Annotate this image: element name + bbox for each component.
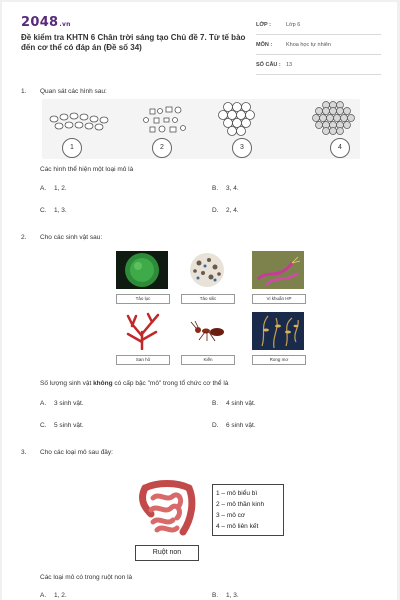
caption-brown-algae: Rong mơ xyxy=(252,355,306,365)
legend-item: 2 – mô thần kinh xyxy=(216,501,265,508)
question-number: 1. xyxy=(21,88,27,95)
figure-label-4: 4 xyxy=(330,138,350,158)
answer-option-a[interactable]: A. 3 sinh vật. xyxy=(40,400,84,407)
answer-option-c[interactable]: C. 5 sinh vật. xyxy=(40,422,84,429)
exam-meta xyxy=(256,15,381,75)
answer-option-c[interactable]: C. 1, 3. xyxy=(40,207,67,214)
question-text: Cho các sinh vật sau: xyxy=(40,234,103,241)
answer-option-b[interactable]: B. 1, 3. xyxy=(212,592,239,599)
meta-grade-value: Lớp 6 xyxy=(286,21,301,28)
image-hp-bacteria xyxy=(252,251,304,289)
meta-count-value: 13 xyxy=(286,61,293,68)
organ-label: Ruột non xyxy=(135,545,199,561)
figure-label-1: 1 xyxy=(62,138,82,158)
answer-option-a[interactable]: A. 1, 2. xyxy=(40,185,67,192)
question-prompt: Các loại mô có trong ruột non là xyxy=(40,574,133,581)
meta-subject xyxy=(256,35,381,55)
caption-hp-bacteria: Vi khuẩn HP xyxy=(252,294,306,304)
legend-item: 4 – mô liên kết xyxy=(216,523,259,530)
image-green-algae xyxy=(116,251,168,289)
header xyxy=(2,2,397,72)
tissue-figure xyxy=(42,99,360,159)
answer-option-a[interactable]: A. 1, 2. xyxy=(40,592,67,599)
question-number: 2. xyxy=(21,234,27,241)
meta-grade xyxy=(256,15,381,35)
small-intestine-image xyxy=(137,480,197,542)
answer-option-d[interactable]: D. 6 sinh vật. xyxy=(212,422,256,429)
legend-item: 1 – mô biểu bì xyxy=(216,490,258,497)
caption-ant: Kiến xyxy=(181,355,235,365)
legend-item: 3 – mô cơ xyxy=(216,512,246,519)
image-ant xyxy=(181,312,233,350)
caption-green-algae: Tảo lục xyxy=(116,294,170,304)
answer-option-b[interactable]: B. 4 sinh vật. xyxy=(212,400,256,407)
tissue-diagram xyxy=(42,99,360,159)
meta-count xyxy=(256,55,381,75)
question-text: Quan sát các hình sau: xyxy=(40,88,107,95)
question-prompt: Các hình thể hiện một loại mô là xyxy=(40,166,134,173)
image-brown-algae xyxy=(252,312,304,350)
tissue-legend xyxy=(212,484,284,536)
page-title: Đề kiểm tra KHTN 6 Chân trời sáng tạo Chủ đề 7. Từ tế bào đến cơ thể có đáp án (Đề số 34) xyxy=(21,33,246,52)
answer-option-b[interactable]: B. 3, 4. xyxy=(212,185,239,192)
figure-label-2: 2 xyxy=(152,138,172,158)
page xyxy=(2,2,397,600)
meta-subject-value: Khoa học tự nhiên xyxy=(286,41,331,48)
site-logo[interactable]: 2048.vn xyxy=(21,15,71,30)
meta-subject-key: MÔN : xyxy=(256,41,273,48)
question-text: Cho các loại mô sau đây: xyxy=(40,449,113,456)
caption-coral: San hô xyxy=(116,355,170,365)
meta-grade-key: LỚP : xyxy=(256,21,271,28)
figure-label-3: 3 xyxy=(232,138,252,158)
question-number: 3. xyxy=(21,449,27,456)
question-prompt: Số lượng sinh vật không có cấp bậc "mô" trong tổ chức cơ thể là xyxy=(40,380,229,387)
image-coral xyxy=(116,312,168,350)
answer-option-d[interactable]: D. 2, 4. xyxy=(212,207,239,214)
meta-count-key: SỐ CÂU : xyxy=(256,61,281,68)
caption-diatoms: Tảo silic xyxy=(181,294,235,304)
image-diatoms xyxy=(181,251,233,289)
